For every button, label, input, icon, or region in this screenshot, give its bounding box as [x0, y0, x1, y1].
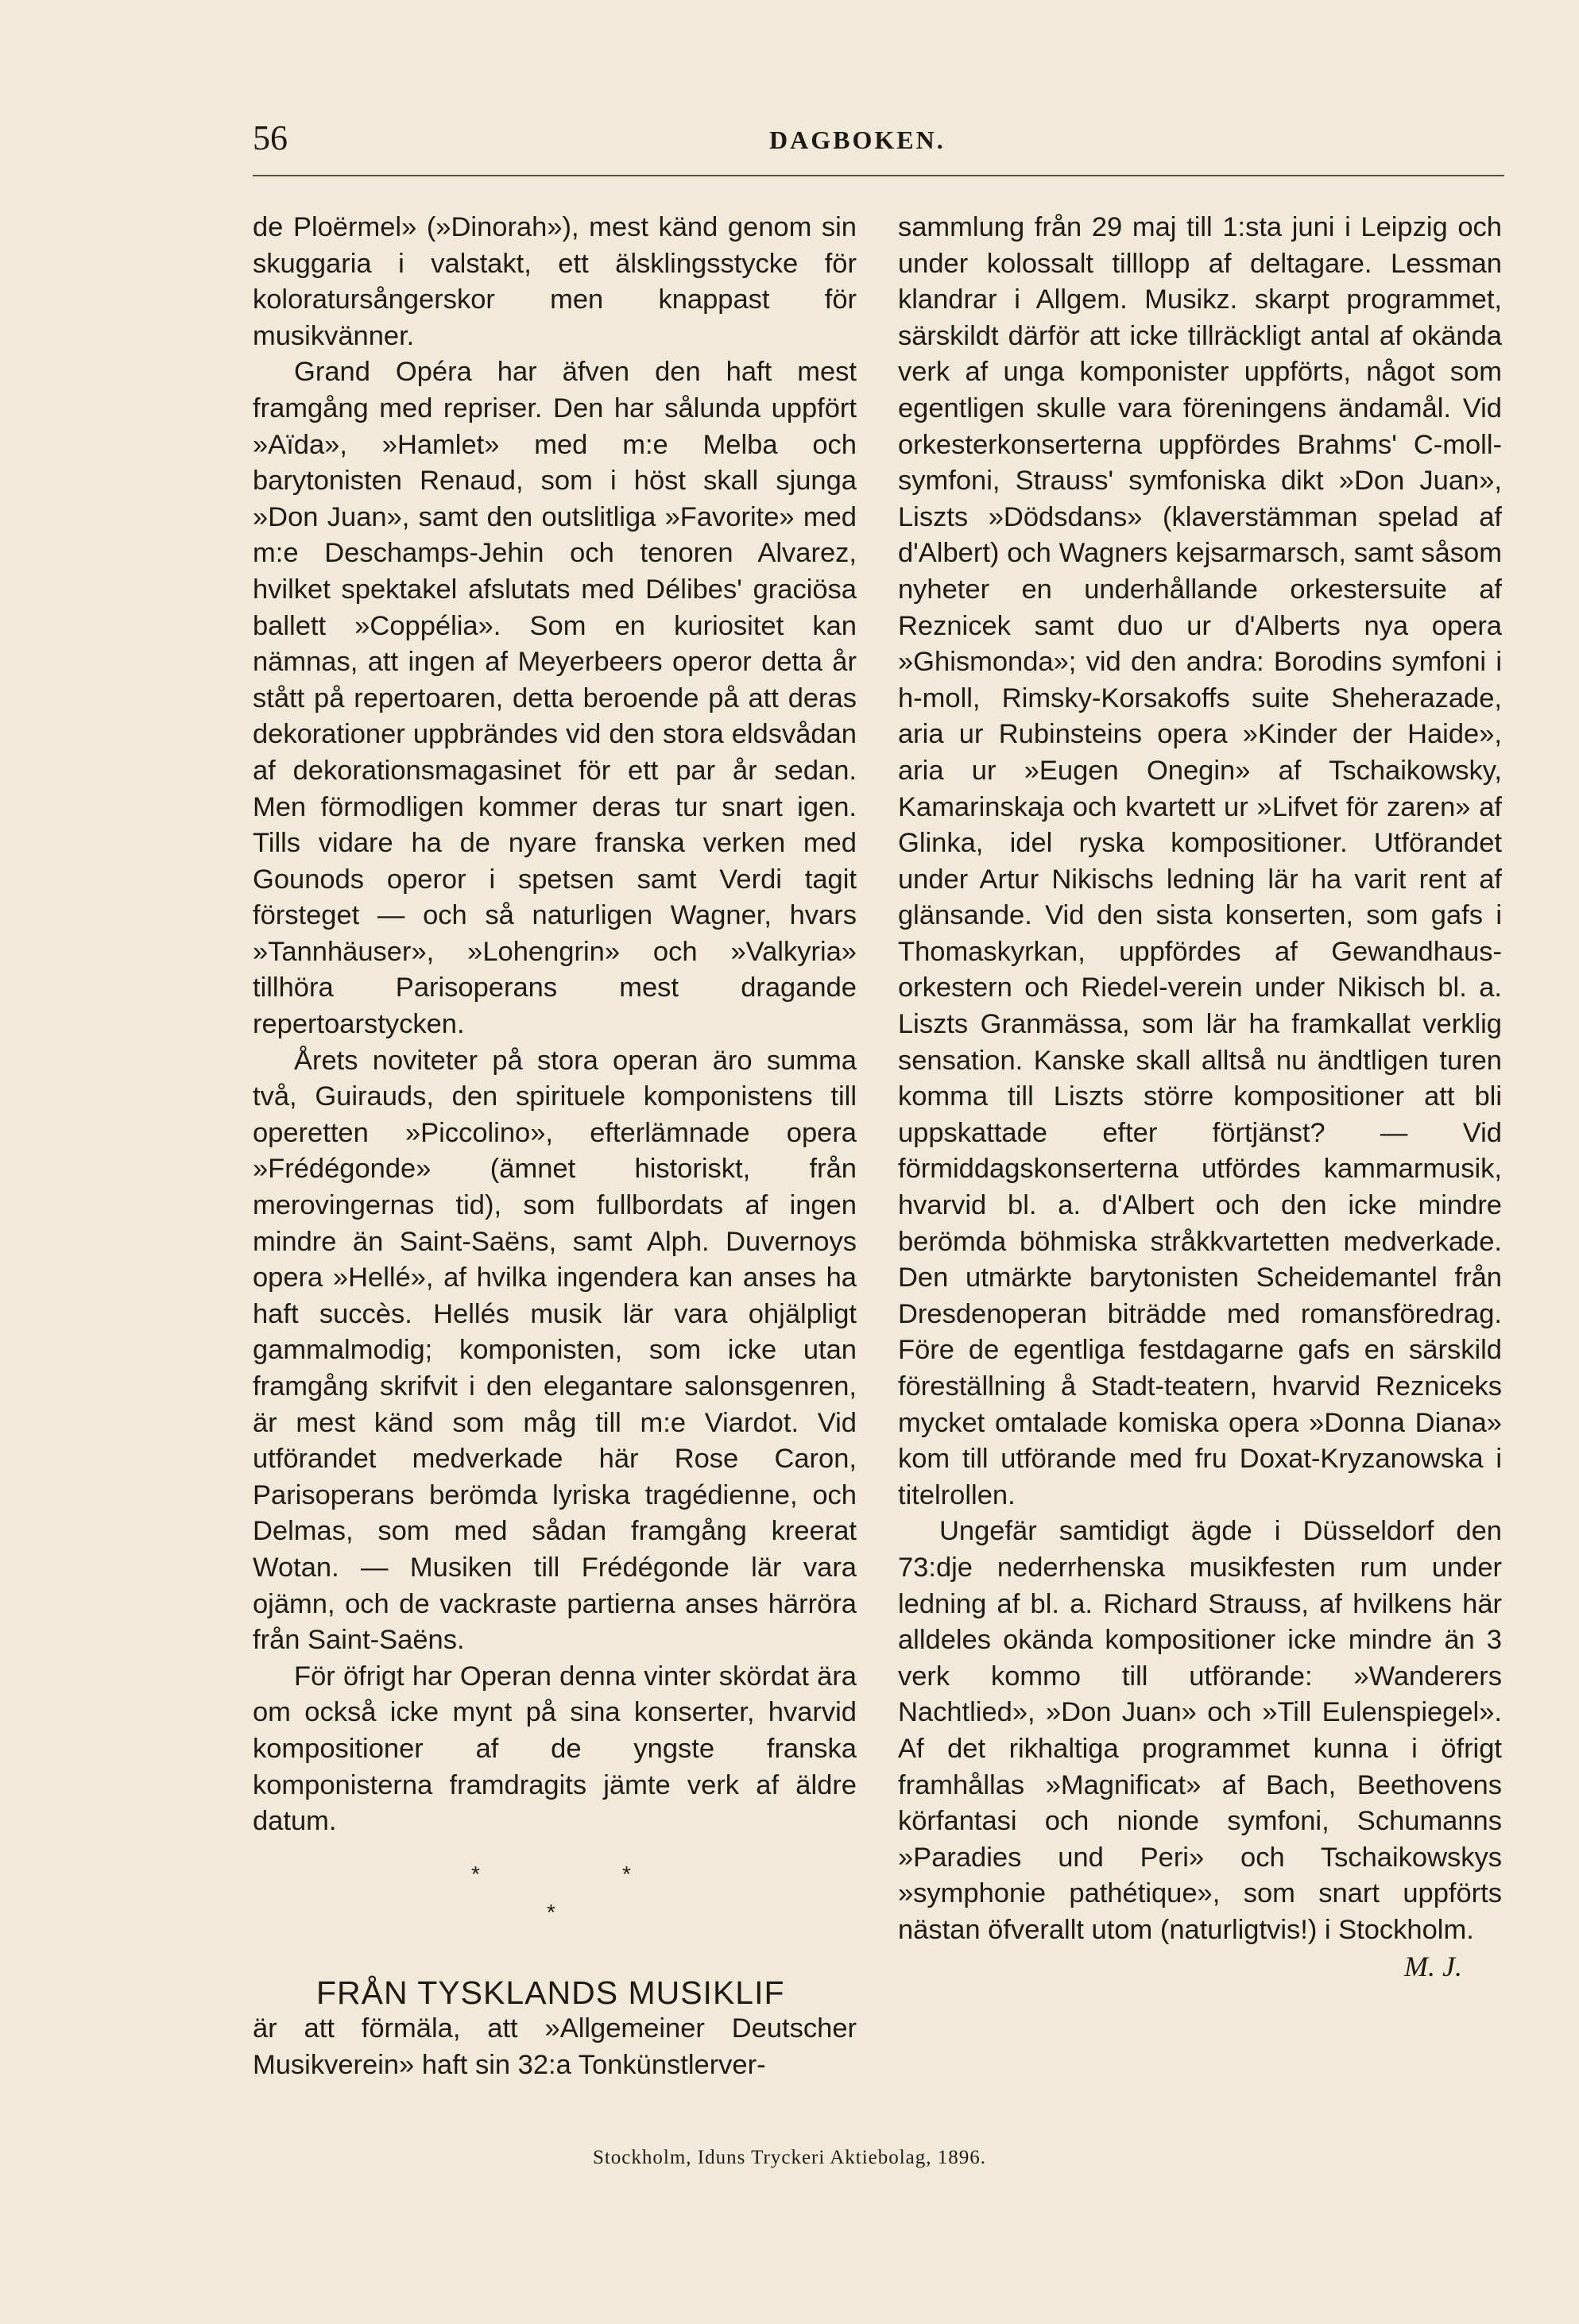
- asterisk: *: [471, 1861, 480, 1886]
- right-column: [898, 210, 1502, 1985]
- printer-imprint: Stockholm, Iduns Tryckeri Aktiebolag, 1896.: [592, 2147, 987, 2168]
- section-separator: [253, 1856, 857, 1943]
- header-rule: [253, 175, 1504, 176]
- running-head: [253, 118, 1504, 165]
- paragraph: Grand Opéra har äfven den haft mest framgång med repriser. Den har sålunda uppfört »Aïda», »Hamlet» med m:e Melba och barytonisten Renaud, som i höst skall sjunga »Don Juan», samt den outslitliga »Favorite» med m:e Deschamps-Jehin och tenoren Alvarez, hvilket spektakel afslutats med Délibes' graciösa ballett »Coppélia». Som en kuriositet kan nämnas, att ingen af Meyerbeers operor detta år stått på repertoaren, detta beroende på att deras dekorationer uppbrändes vid den stora eldsvådan af dekorationsmagasinet för ett par år sedan. Men förmodligen kommer deras tur snart igen. Tills vidare ha de nyare franska verken med Gounods operor i spetsen samt Verdi tagit försteget — och så naturligen Wagner, hvars »Tannhäuser», »Lohengrin» och »Valkyria» tillhöra Parisoperans mest dragande repertoarstycken.: [253, 357, 857, 1040]
- section-heading: FRÅN TYSKLANDS MUSIKLIF: [316, 1974, 785, 2011]
- paragraph: Årets noviteter på stora operan äro summa två, Guirauds, den spirituele komponistens till operetten »Piccolino», efterlämnade opera »Frédégonde» (ämnet historiskt, från merovingernas tid), som fullbordats af ingen mindre än Saint-Saëns, samt Alph. Duvernoys opera »Hellé», af hvilka ingendera kan anses ha haft succès. Hellés musik lär vara ohjälpligt gammalmodig; komponisten, som icke utan framgång skrifvit i den elegantare salonsgenren, är mest känd som måg till m:e Viardot. Vid utförandet medverkade här Rose Caron, Parisoperans berömda lyriska tragédienne, och Delmas, som med sådan framgång kreerat Wotan. — Musiken till Frédégonde lär vara ojämn, och de vackraste partierna anses härröra från Saint-Saëns.: [253, 1045, 857, 1656]
- running-title: DAGBOKEN.: [769, 126, 946, 154]
- page-number: 56: [253, 118, 288, 157]
- paragraph: Ungefär samtidigt ägde i Düsseldorf den 73:dje nederrhenska musikfesten rum under ledning af bl. a. Richard Strauss, af hvilkens här alldeles okända kompositioner icke mindre än 3 verk kommo till utförande: »Wanderers Nachtlied», »Don Juan» och »Till Eulenspiegel». Af det rikhaltiga programmet kunna i öfrigt framhållas »Magnificat» af Bach, Beethovens körfantasi och nionde symfoni, Schumanns »Paradies und Peri» och Tschaikowskys »symphonie pathétique», som snart uppförts nästan öfverallt utom (naturligtvis!) i Stockholm.: [898, 1516, 1502, 1945]
- paragraph: är att förmäla, att »Allgemeiner Deutscher Musikverein» haft sin 32:a Tonkünstlerver-: [253, 2013, 857, 2080]
- asterisk: *: [547, 1899, 555, 1924]
- paragraph: För öfrigt har Operan denna vinter skördat ära om också icke mynt på sina konserter, hvarvid kompositioner af de yngste franska komponisterna framdragits jämte verk af äldre datum.: [253, 1661, 857, 1837]
- paragraph: sammlung från 29 maj till 1:sta juni i Leipzig och under kolossalt tilllopp af deltagare. Lessman klandrar i Allgem. Musikz. skarpt programmet, särskildt därför att icke tillräckligt antal af okända verk af unga komponister uppförts, något som egentligen skulle vara föreningens ändamål. Vid orkesterkonserterna uppfördes Brahms' C-moll-symfoni, Strauss' symfoniska dikt »Don Juan», Liszts »Dödsdans» (klaverstämman spelad af d'Albert) och Wagners kejsarmarsch, samt såsom nyheter en underhållande orkestersuite af Reznicek samt duo ur d'Alberts nya opera »Ghismonda»; vid den andra: Borodins symfoni i h-moll, Rimsky-Korsakoffs suite Sheherazade, aria ur Rubinsteins opera »Kinder der Haide», aria ur »Eugen Onegin» af Tschaikowsky, Kamarinskaja och kvartett ur »Lifvet för zaren» af Glinka, idel ryska kompositioner. Utförandet under Artur Nikischs ledning lär ha varit rent af glänsande. Vid den sista konserten, som gafs i Thomaskyrkan, uppfördes af Gewandhaus-orkestern och Riedel-verein under Nikisch bl. a. Liszts Granmässa, som lär ha framkallat verklig sensation. Kanske skall alltså nu ändtligen turen komma till Liszts större kompositioner att bli uppskattade efter förtjänst? — Vid förmiddagskonserterna utfördes kammarmusik, hvarvid bl. a. d'Albert och den icke mindre berömda böhmiska stråkkvartetten medverkade. Den utmärkte barytonisten Scheidemantel från Dresdenoperan biträdde med romansföredrag. Före de egentliga festdagarne gafs en särskild föreställning å Stadt-teatern, hvarvid Rezniceks mycket omtalade komiska opera »Donna Diana» kom till utförande med fru Doxat-Kryzanowska i titelrollen.: [898, 212, 1502, 1510]
- author-signature: M. J.: [1404, 1950, 1462, 1982]
- left-column: [253, 210, 857, 2084]
- paragraph: de Ploërmel» (»Dinorah»), mest känd genom sin skuggaria i valstakt, ett älsklingsstycke för koloratursångerskor men knappast för musikvänner.: [253, 212, 857, 351]
- asterisk: *: [622, 1861, 631, 1886]
